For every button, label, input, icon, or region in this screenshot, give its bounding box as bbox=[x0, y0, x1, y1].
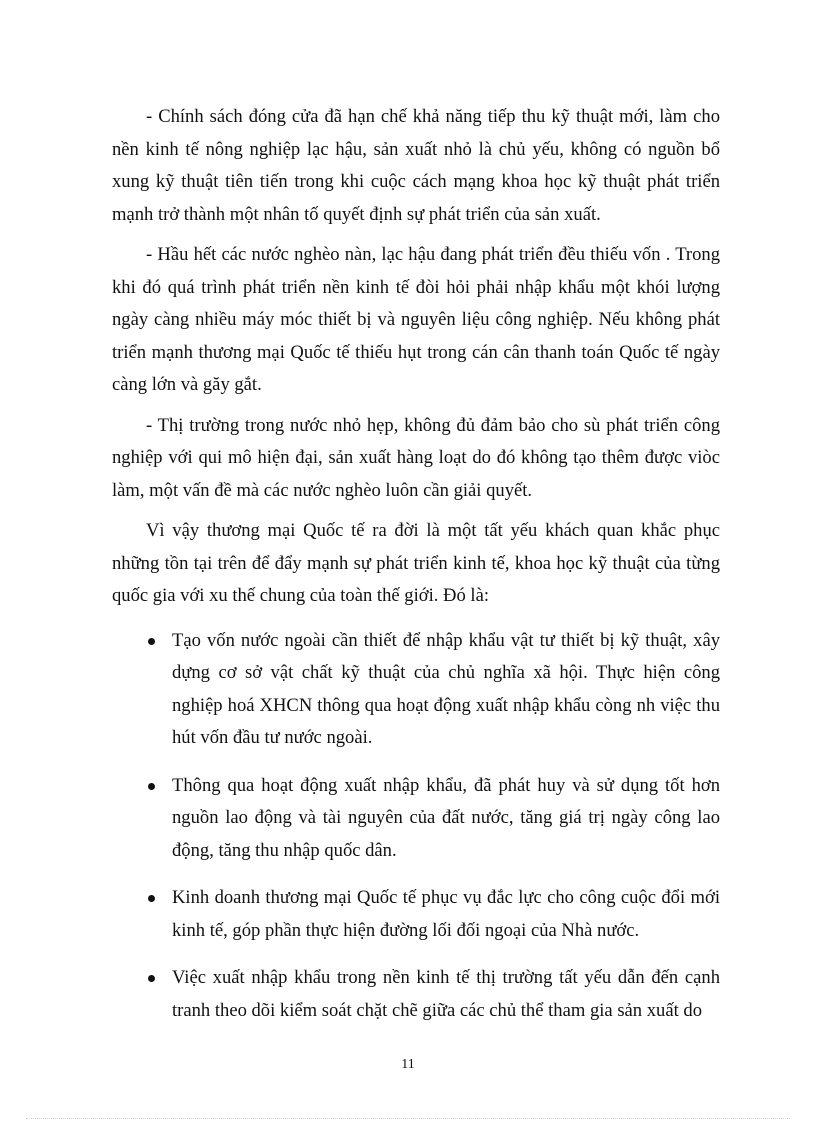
bullet-icon bbox=[148, 638, 155, 645]
paragraph-conclusion: Vì vậy thương mại Quốc tế ra đời là một tất yếu khách quan khắc phục những tồn tại trên để đẩy mạnh sự phát triển kinh tế, khoa học kỹ thuật của từng quốc gia với xu thế chung của toàn thế giới. Đó là: bbox=[112, 520, 720, 606]
page-number: 11 bbox=[401, 1057, 415, 1072]
list-item-text: Kinh doanh thương mại Quốc tế phục vụ đắc lực cho công cuộc đổi mới kinh tế, góp phần thực hiện đường lối đối ngoại của Nhà nước. bbox=[172, 887, 720, 941]
list-item bbox=[112, 770, 720, 868]
list-item-text: Việc xuất nhập khẩu trong nền kinh tế thị trường tất yếu dẫn đến cạnh tranh theo dõi kiểm soát chặt chẽ giữa các chủ thể tham gia sản xuất do bbox=[172, 967, 720, 1021]
paragraph-lack-of-capital: - Hầu hết các nước nghèo nàn, lạc hậu đang phát triển đều thiếu vốn . Trong khi đó quá trình phát triển nền kinh tế đòi hỏi phải nhập khẩu một khói lượng ngày càng nhiều máy móc thiết bị và nguyên liệu công nghiệp. Nếu không phát triển mạnh thương mại Quốc tế thiếu hụt trong cán cân thanh toán Quốc tế ngày càng lớn và găy gắt. bbox=[112, 244, 720, 395]
page-body bbox=[112, 101, 720, 1042]
paragraph-closed-door-policy: - Chính sách đóng cửa đã hạn chế khả năng tiếp thu kỹ thuật mới, làm cho nền kinh tế nông nghiệp lạc hậu, sản xuất nhỏ là chủ yếu, không có nguồn bổ xung kỹ thuật tiên tiến trong khi cuộc cách mạng khoa học kỹ thuật phát triển mạnh trở thành một nhân tố quyết định sự phát triển của sản xuất. bbox=[112, 106, 720, 225]
page-bottom-divider bbox=[26, 1118, 790, 1119]
bullet-icon bbox=[148, 895, 155, 902]
paragraph-small-domestic-market: - Thị trường trong nước nhỏ hẹp, không đủ đảm bảo cho sù phát triển công nghiệp với qui mô hiện đại, sản xuất hàng loạt do đó không tạo thêm được viòc làm, một vấn đề mà các nước nghèo luôn cần giải quyết. bbox=[112, 414, 720, 501]
bullet-icon bbox=[148, 783, 155, 790]
list-item-text: Thông qua hoạt động xuất nhập khẩu, đã phát huy và sử dụng tốt hơn nguồn lao động và tài nguyên của đất nước, tăng giá trị ngày công lao động, tăng thu nhập quốc dân. bbox=[172, 774, 720, 861]
list-item bbox=[112, 962, 720, 1027]
list-item bbox=[112, 882, 720, 947]
list-item-text: Tạo vốn nước ngoài cần thiết để nhập khẩu vật tư thiết bị kỹ thuật, xây dựng cơ sở vật chất kỹ thuật của chủ nghĩa xã hội. Thực hiện công nghiệp hoá XHCN thông qua hoạt động xuất nhập khẩu còng nh việc thu hút vốn đầu tư nước ngoài. bbox=[172, 629, 720, 748]
bullet-icon bbox=[148, 975, 155, 982]
bullet-list bbox=[112, 625, 720, 1028]
list-item bbox=[112, 625, 720, 755]
